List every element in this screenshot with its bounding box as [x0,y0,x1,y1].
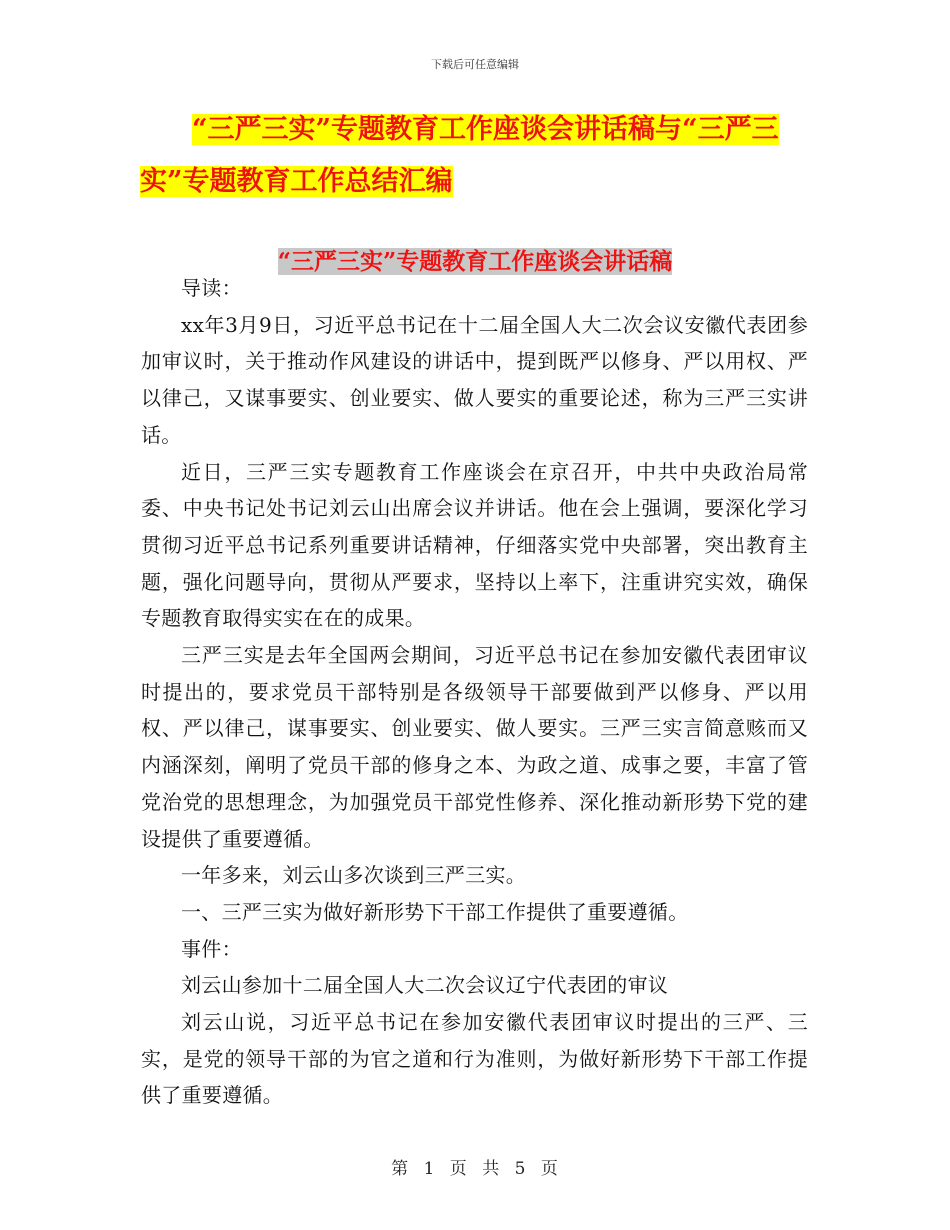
paragraph-event-label: 事件： [181,936,242,961]
footer-total-pages: 5 [514,1159,527,1179]
footer-label-di: 第 [391,1159,410,1179]
main-title-line-1 [140,104,810,156]
section-title-text: “三严三实”专题教育工作座谈会讲话稿 [277,248,673,275]
paragraph: 刘云山说，习近平总书记在参加安徽代表团审议时提出的三严、三实，是党的领导干部的为官之道和行为准则，为做好新形势下干部工作提供了重要遵循。 [141,1010,808,1108]
paragraph: 三严三实是去年全国两会期间，习近平总书记在参加安徽代表团审议时提出的，要求党员干部特别是各级领导干部要做到严以修身、严以用权、严以律己，谋事要实、创业要实、做人要实。三严三实言简意赅而又内涵深刻，阐明了党员干部的修身之本、为政之道、成事之要，丰富了管党治党的思想理念，为加强党员干部党性修养、深化推动新形势下党的建设提供了重要遵循。 [141,643,808,851]
footer-label-ye-2: 页 [540,1159,559,1179]
body-text [141,270,808,1114]
paragraph: 一年多来，刘云山多次谈到三严三实。 [181,863,527,888]
paragraph: xx年3月9日，习近平总书记在十二届全国人大二次会议安徽代表团参加审议时，关于推动作风建设的讲话中，提到既严以修身、严以用权、严以律己，又谋事要实、创业要实、做人要实的重要论述，称为三严三实讲话。 [141,312,808,447]
paragraph: 刘云山参加十二届全国人大二次会议辽宁代表团的审议 [181,973,669,998]
page-footer [0,1154,950,1179]
footer-current-page: 1 [423,1159,436,1179]
footer-label-gong: 共 [482,1159,501,1179]
paragraph-heading: 一、三严三实为做好新形势下干部工作提供了重要遵循。 [181,899,689,924]
paragraph: 近日，三严三实专题教育工作座谈会在京召开，中共中央政治局常委、中央书记处书记刘云山出席会议并讲话。他在会上强调，要深化学习贯彻习近平总书记系列重要讲话精神，仔细落实党中央部署，突出教育主题，强化问题导向，贯彻从严要求，坚持以上率下，注重讲究实效，确保专题教育取得实实在在的成果。 [141,459,808,631]
main-title-line-2 [140,156,810,208]
main-title-line-1-text: “三严三实”专题教育工作座谈会讲话稿与“三严三 [192,114,779,145]
main-title-line-2-text: 实”专题教育工作总结汇编 [140,166,453,197]
paragraph-intro-label: 导读： [181,276,242,300]
footer-label-ye: 页 [449,1159,468,1179]
main-title [140,104,810,208]
header-note: 下载后可任意编辑 [431,58,519,71]
